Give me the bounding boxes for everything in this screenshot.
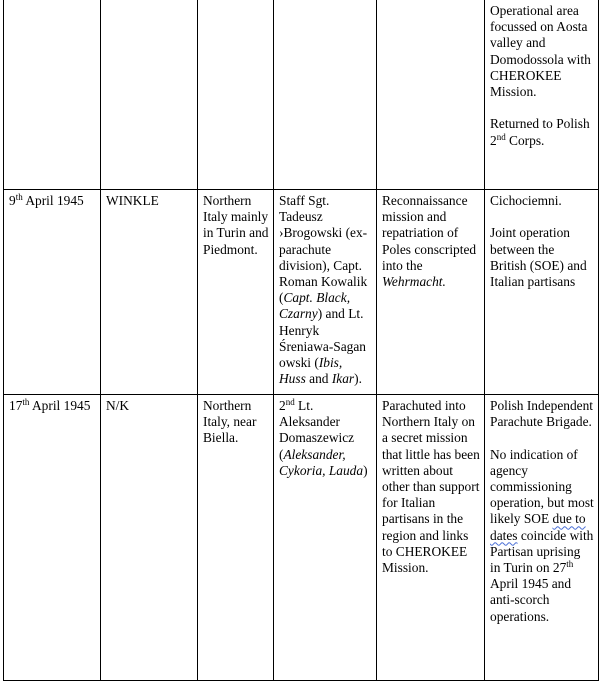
date-day: 17 — [9, 398, 23, 413]
notes-cell — [485, 395, 599, 681]
text-run: Cichociemni. — [490, 193, 562, 208]
table-row — [4, 190, 599, 395]
text-run: and — [305, 371, 332, 387]
notes-paragraph — [490, 398, 594, 430]
area-text: Northern Italy mainly in Turin and Piedmont. — [203, 193, 269, 257]
date-month-year: April 1945 — [22, 193, 84, 208]
purpose-cell — [377, 395, 485, 681]
area-cell — [198, 190, 274, 395]
text-run: coincide with Partisan uprising in Turin on 27 — [490, 527, 594, 576]
area-cell — [198, 0, 274, 190]
spellcheck-underlined-run: due to dates — [490, 511, 586, 543]
text-run: Returned to Polish 2 — [490, 116, 590, 148]
notes-cell — [485, 190, 599, 395]
text-run: Lt. Aleksander Domaszewicz ( — [279, 398, 355, 462]
personnel-cell — [274, 0, 377, 190]
operation-name-cell — [101, 0, 198, 190]
date-month-year: April 1945 — [29, 398, 91, 413]
purpose-text — [382, 398, 480, 576]
date-cell — [4, 190, 101, 395]
operation-name: N/K — [106, 398, 130, 413]
notes-paragraph — [490, 225, 594, 290]
personnel-text — [279, 193, 372, 387]
operation-name-cell — [101, 395, 198, 681]
purpose-cell — [377, 190, 485, 395]
date-cell — [4, 0, 101, 190]
text-run: April 1945 and anti-scorch operations. — [490, 576, 572, 624]
superscript-run: nd — [285, 397, 295, 407]
italic-run: Capt. Black, Czarny — [279, 290, 351, 322]
area-text: Northern Italy, near Biella. — [203, 398, 257, 446]
operation-name: WINKLE — [106, 193, 159, 208]
notes-paragraph — [490, 3, 594, 100]
table-row — [4, 0, 599, 190]
operation-name-cell — [101, 190, 198, 395]
superscript-run: th — [566, 559, 574, 570]
purpose-cell — [377, 0, 485, 190]
table-row — [4, 395, 599, 681]
date-day: 9 — [9, 193, 16, 208]
text-run: Staff Sgt. Tadeusz ›Brogowski (ex-parachute division), Capt. Roman Kowalik ( — [279, 193, 368, 306]
text-run: Polish Independent Parachute Brigade. — [490, 398, 594, 430]
notes-paragraph — [490, 447, 594, 625]
date-suffix: th — [22, 397, 30, 407]
text-run: 2 — [279, 398, 286, 413]
text-run: ) and Lt. Henryk Śreniawa-Sagan owski ( — [279, 306, 367, 371]
text-run: Reconnaissance mission and repatriation of Poles conscripted into the — [382, 193, 477, 273]
italic-run: Aleksander, Cykoria, Lauda — [279, 446, 364, 478]
text-run: Parachuted into Northern Italy on a secret mission that little has been written about other than support for Italian partisans in the region and links to CHEROKEE Mission. — [382, 398, 480, 576]
text-run: Joint operation between the British (SOE) and Italian partisans — [490, 225, 587, 289]
date-suffix: th — [15, 192, 23, 202]
area-cell — [198, 395, 274, 681]
italic-run: Ibis, Huss — [279, 355, 343, 387]
personnel-cell — [274, 395, 377, 681]
notes-paragraph — [490, 193, 594, 209]
text-run: ). — [354, 371, 362, 387]
text-run: Operational area focussed on Aosta valley and Domodossola with CHEROKEE Mission. — [490, 3, 591, 100]
purpose-text — [382, 193, 480, 290]
personnel-text — [279, 398, 372, 479]
personnel-cell — [274, 190, 377, 395]
notes-cell — [485, 0, 599, 190]
notes-paragraph — [490, 116, 594, 148]
text-run: No indication of agency commissioning operation, but most likely SOE — [490, 446, 594, 527]
italic-run: Ikar — [331, 371, 355, 387]
text-run: ) — [363, 462, 368, 478]
text-run: Corps. — [505, 132, 545, 148]
italic-run: Wehrmacht. — [382, 274, 446, 290]
superscript-run: nd — [496, 131, 506, 142]
operations-table — [3, 0, 599, 681]
date-cell — [4, 395, 101, 681]
